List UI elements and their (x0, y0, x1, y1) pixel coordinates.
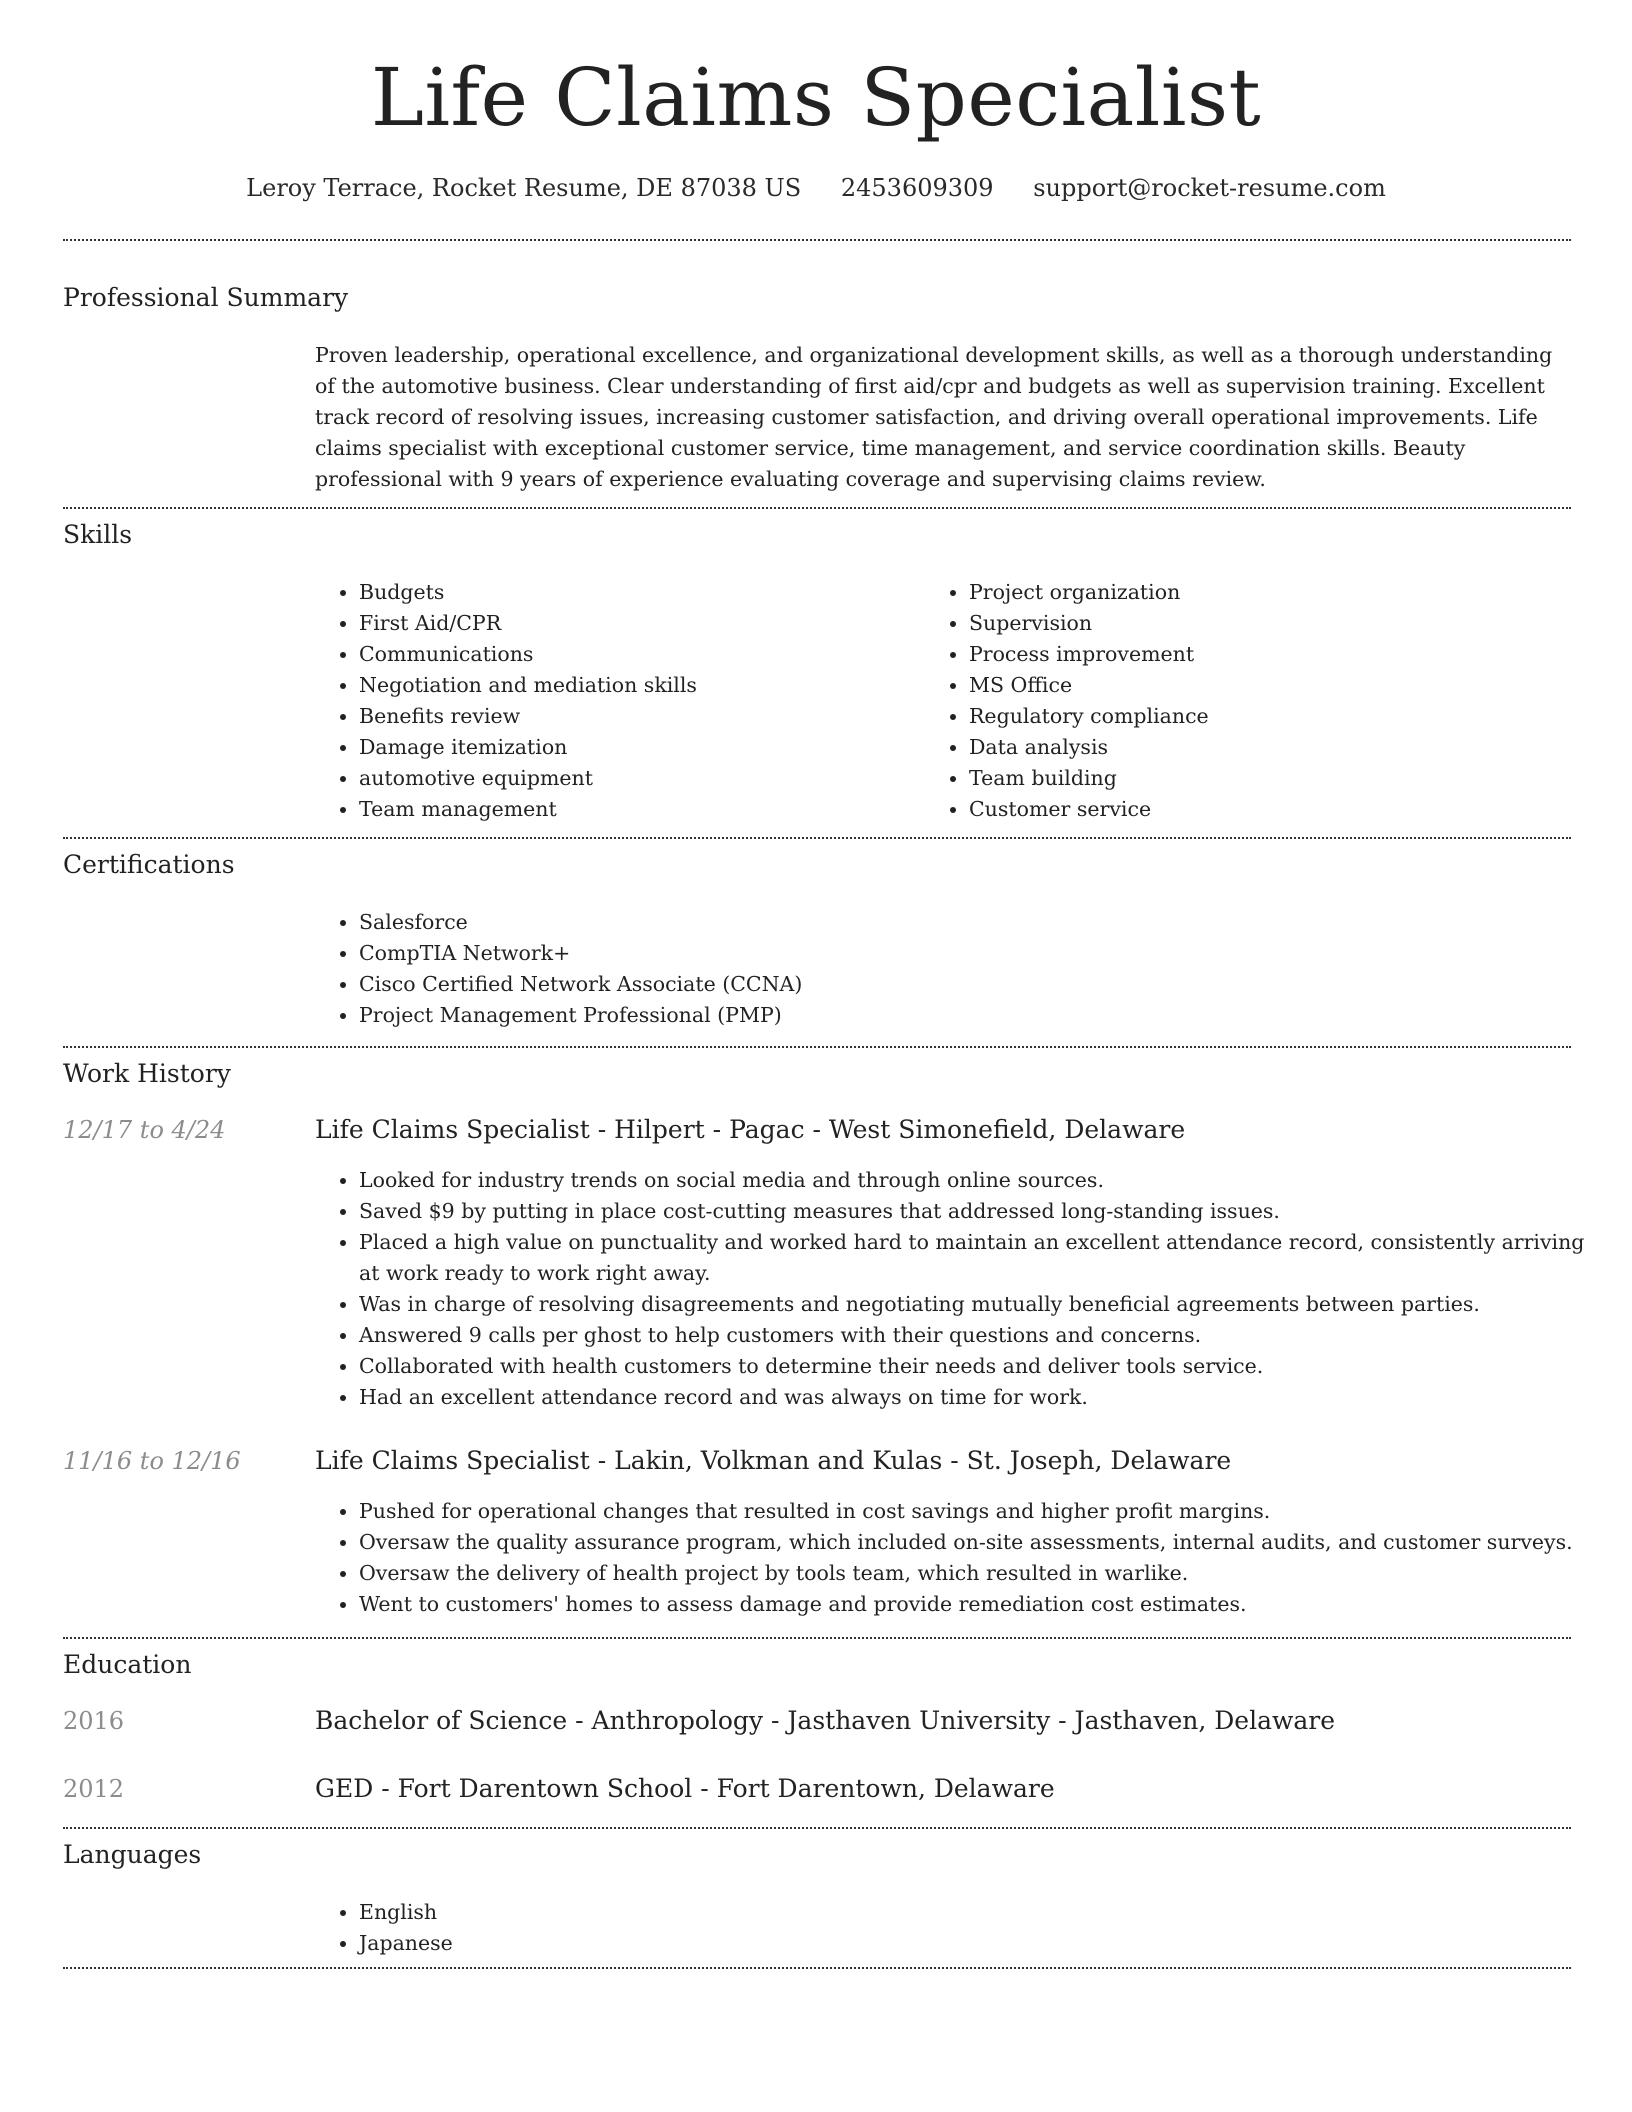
list-item: • First Aid/CPR (359, 608, 919, 639)
education-entry: Bachelor of Science - Anthropology - Jasthaven University - Jasthaven, Delaware (315, 1706, 1336, 1735)
list-item: • Team building (969, 763, 1569, 794)
certifications-list (315, 907, 1559, 1031)
list-item: • Regulatory compliance (969, 701, 1569, 732)
certifications-heading: Certifications (63, 850, 235, 879)
contact-email: support@rocket-resume.com (1033, 174, 1386, 202)
list-item: • Negotiation and mediation skills (359, 670, 919, 701)
work-history-heading: Work History (63, 1059, 231, 1088)
list-item: • Project organization (969, 577, 1569, 608)
list-item: • Supervision (969, 608, 1569, 639)
job-dates: 12/17 to 4/24 (63, 1116, 226, 1144)
skills-list-right (925, 577, 1569, 825)
list-item: • Answered 9 calls per ghost to help customers with their questions and concerns. (359, 1320, 1589, 1351)
job-bullets (315, 1165, 1589, 1413)
list-item: • automotive equipment (359, 763, 919, 794)
section-divider (63, 507, 1571, 509)
list-item: • Looked for industry trends on social media and through online sources. (359, 1165, 1589, 1196)
section-divider (63, 239, 1571, 241)
list-item: • Went to customers' homes to assess damage and provide remediation cost estimates. (359, 1589, 1599, 1620)
summary-text: Proven leadership, operational excellence, and organizational development skills, as well as a thorough understanding of the automotive business. Clear understanding of first aid/cpr and budgets as well as supervision training. Excellent track record of resolving issues, increasing customer satisfaction, and driving overall operational improvements. Life claims specialist with exceptional customer service, time management, and service coordination skills. Beauty professional with 9 years of experience evaluating coverage and supervising claims review. (315, 343, 1553, 491)
section-divider (63, 1827, 1571, 1829)
list-item: • MS Office (969, 670, 1569, 701)
resume-title: Life Claims Specialist (370, 51, 1262, 144)
list-item: • Was in charge of resolving disagreements and negotiating mutually beneficial agreements between parties. (359, 1289, 1589, 1320)
list-item: • Process improvement (969, 639, 1569, 670)
list-item: • Salesforce (359, 907, 1559, 938)
contact-phone: 2453609309 (840, 174, 994, 202)
list-item: • Customer service (969, 794, 1569, 825)
list-item: • Damage itemization (359, 732, 919, 763)
section-divider (63, 1637, 1571, 1639)
job-bullets (315, 1496, 1599, 1620)
list-item: • Oversaw the quality assurance program, which included on-site assessments, internal audits, and customer surveys. (359, 1527, 1599, 1558)
education-entry: GED - Fort Darentown School - Fort Darentown, Delaware (315, 1774, 1055, 1803)
list-item: • Pushed for operational changes that resulted in cost savings and higher profit margins. (359, 1496, 1599, 1527)
section-divider (63, 1967, 1571, 1969)
languages-list (315, 1897, 959, 1959)
languages-heading: Languages (63, 1840, 202, 1869)
list-item: • Collaborated with health customers to determine their needs and deliver tools service. (359, 1351, 1589, 1382)
list-item: • Saved $9 by putting in place cost-cutting measures that addressed long-standing issues. (359, 1196, 1589, 1227)
skills-list-left (315, 577, 919, 825)
list-item: • Data analysis (969, 732, 1569, 763)
list-item: • Oversaw the delivery of health project by tools team, which resulted in warlike. (359, 1558, 1599, 1589)
education-heading: Education (63, 1650, 192, 1679)
list-item: • Budgets (359, 577, 919, 608)
list-item: • Cisco Certified Network Associate (CCNA) (359, 969, 1559, 1000)
list-item: • Placed a high value on punctuality and worked hard to maintain an excellent attendance record, consistently arriving at work ready to work right away. (359, 1227, 1589, 1289)
list-item: • English (359, 1897, 959, 1928)
skills-heading: Skills (63, 520, 133, 549)
list-item: • Had an excellent attendance record and was always on time for work. (359, 1382, 1589, 1413)
contact-line (0, 170, 1632, 206)
list-item: • Team management (359, 794, 919, 825)
list-item: • CompTIA Network+ (359, 938, 1559, 969)
list-item: • Japanese (359, 1928, 959, 1959)
list-item: • Communications (359, 639, 919, 670)
job-heading: Life Claims Specialist - Hilpert - Pagac - West Simonefield, Delaware (315, 1115, 1186, 1144)
contact-address: Leroy Terrace, Rocket Resume, DE 87038 US (246, 174, 802, 202)
education-year: 2012 (63, 1775, 125, 1803)
section-divider (63, 837, 1571, 839)
job-heading: Life Claims Specialist - Lakin, Volkman and Kulas - St. Joseph, Delaware (315, 1446, 1232, 1475)
section-divider (63, 1046, 1571, 1048)
job-dates: 11/16 to 12/16 (63, 1447, 241, 1475)
education-year: 2016 (63, 1707, 125, 1735)
list-item: • Project Management Professional (PMP) (359, 1000, 1559, 1031)
summary-heading: Professional Summary (63, 283, 349, 312)
list-item: • Benefits review (359, 701, 919, 732)
